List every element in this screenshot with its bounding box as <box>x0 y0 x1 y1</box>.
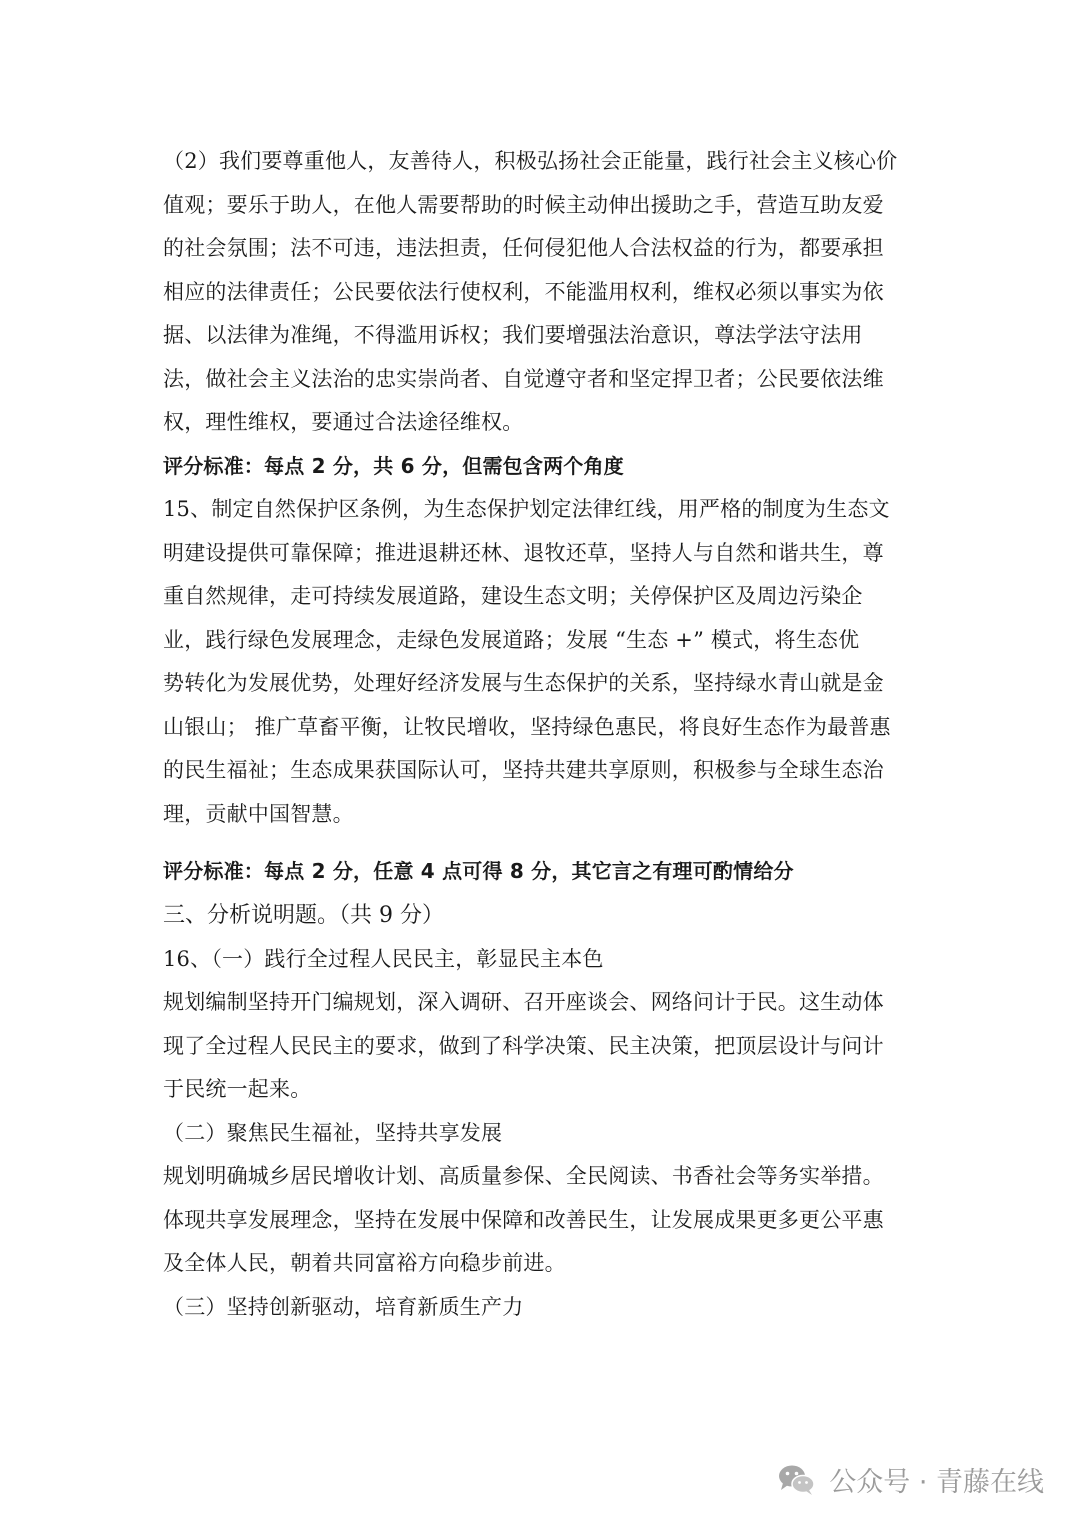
answer-16-block <box>163 938 923 1330</box>
text-line: （2）我们要尊重他人，友善待人，积极弘扬社会正能量，践行社会主义核心价 <box>163 149 898 173</box>
text-line: 业，践行绿色发展理念，走绿色发展道路；发展 “生态 +” 模式，将生态优 <box>163 627 860 652</box>
scoring-criteria: 评分标准：每点 2 分，共 6 分，但需包含两个角度 <box>163 453 624 478</box>
text-line: 规划明确城乡居民增收计划、高质量参保、全民阅读、书香社会等务实举措。 <box>163 1164 884 1188</box>
text-line: 据、以法律为准绳，不得滥用诉权；我们要增强法治意识，尊法学法守法用 <box>163 323 863 347</box>
watermark <box>777 1460 1044 1499</box>
text-line: 的社会氛围；法不可违，违法担责，任何侵犯他人合法权益的行为，都要承担 <box>163 236 884 260</box>
text-line: 山银山； 推广草畜平衡，让牧民增收，坚持绿色惠民，将良好生态作为最普惠 <box>163 714 891 739</box>
text-line: 相应的法律责任；公民要依法行使权利，不能滥用权利，维权必须以事实为依 <box>163 279 884 304</box>
text-line: 15、制定自然保护区条例，为生态保护划定法律红线，用严格的制度为生态文 <box>163 497 890 521</box>
scoring-criteria: 评分标准：每点 2 分，任意 4 点可得 8 分，其它言之有理可酌情给分 <box>163 859 794 883</box>
text-line: 及全体人民，朝着共同富裕方向稳步前进。 <box>163 1251 566 1275</box>
text-line: 值观；要乐于助人，在他人需要帮助的时候主动伸出援助之手，营造互助友爱 <box>163 192 884 217</box>
section-heading: 三、分析说明题。（共 9 分） <box>163 902 444 928</box>
text-line: 于民统一起来。 <box>163 1077 312 1101</box>
text-line: 势转化为发展优势，处理好经济发展与生态保护的关系，坚持绿水青山就是金 <box>163 671 884 695</box>
text-line: 现了全过程人民民主的要求，做到了科学决策、民主决策，把顶层设计与问计 <box>163 1033 884 1058</box>
answer-2-block <box>163 140 923 445</box>
text-line: 体现共享发展理念，坚持在发展中保障和改善民生，让发展成果更多更公平惠 <box>163 1207 884 1232</box>
text-line: （二）聚焦民生福祉，坚持共享发展 <box>163 1120 503 1145</box>
text-line: （三）坚持创新驱动，培育新质生产力 <box>163 1294 524 1319</box>
document-content <box>163 140 923 1329</box>
text-line: 重自然规律，走可持续发展道路，建设生态文明；关停保护区及周边污染企 <box>163 584 863 608</box>
spacer <box>163 836 923 850</box>
text-line: 明建设提供可靠保障；推进退耕还林、退牧还草，坚持人与自然和谐共生，尊 <box>163 540 884 565</box>
text-line: 的民生福祉；生态成果获国际认可，坚持共建共享原则，积极参与全球生态治 <box>163 758 884 782</box>
text-line: 规划编制坚持开门编规划，深入调研、召开座谈会、网络问计于民。这生动体 <box>163 990 884 1014</box>
text-line: 权，理性维权，要通过合法途径维权。 <box>163 410 524 434</box>
text-line: 法，做社会主义法治的忠实崇尚者、自觉遵守者和坚定捍卫者；公民要依法维 <box>163 366 884 391</box>
watermark-text: 公众号 · 青藤在线 <box>829 1467 1044 1498</box>
answer-15-block <box>163 488 923 836</box>
text-line: 16、（一）践行全过程人民民主，彰显民主本色 <box>163 946 604 971</box>
text-line: 理，贡献中国智慧。 <box>163 801 354 826</box>
wechat-icon <box>777 1463 817 1497</box>
